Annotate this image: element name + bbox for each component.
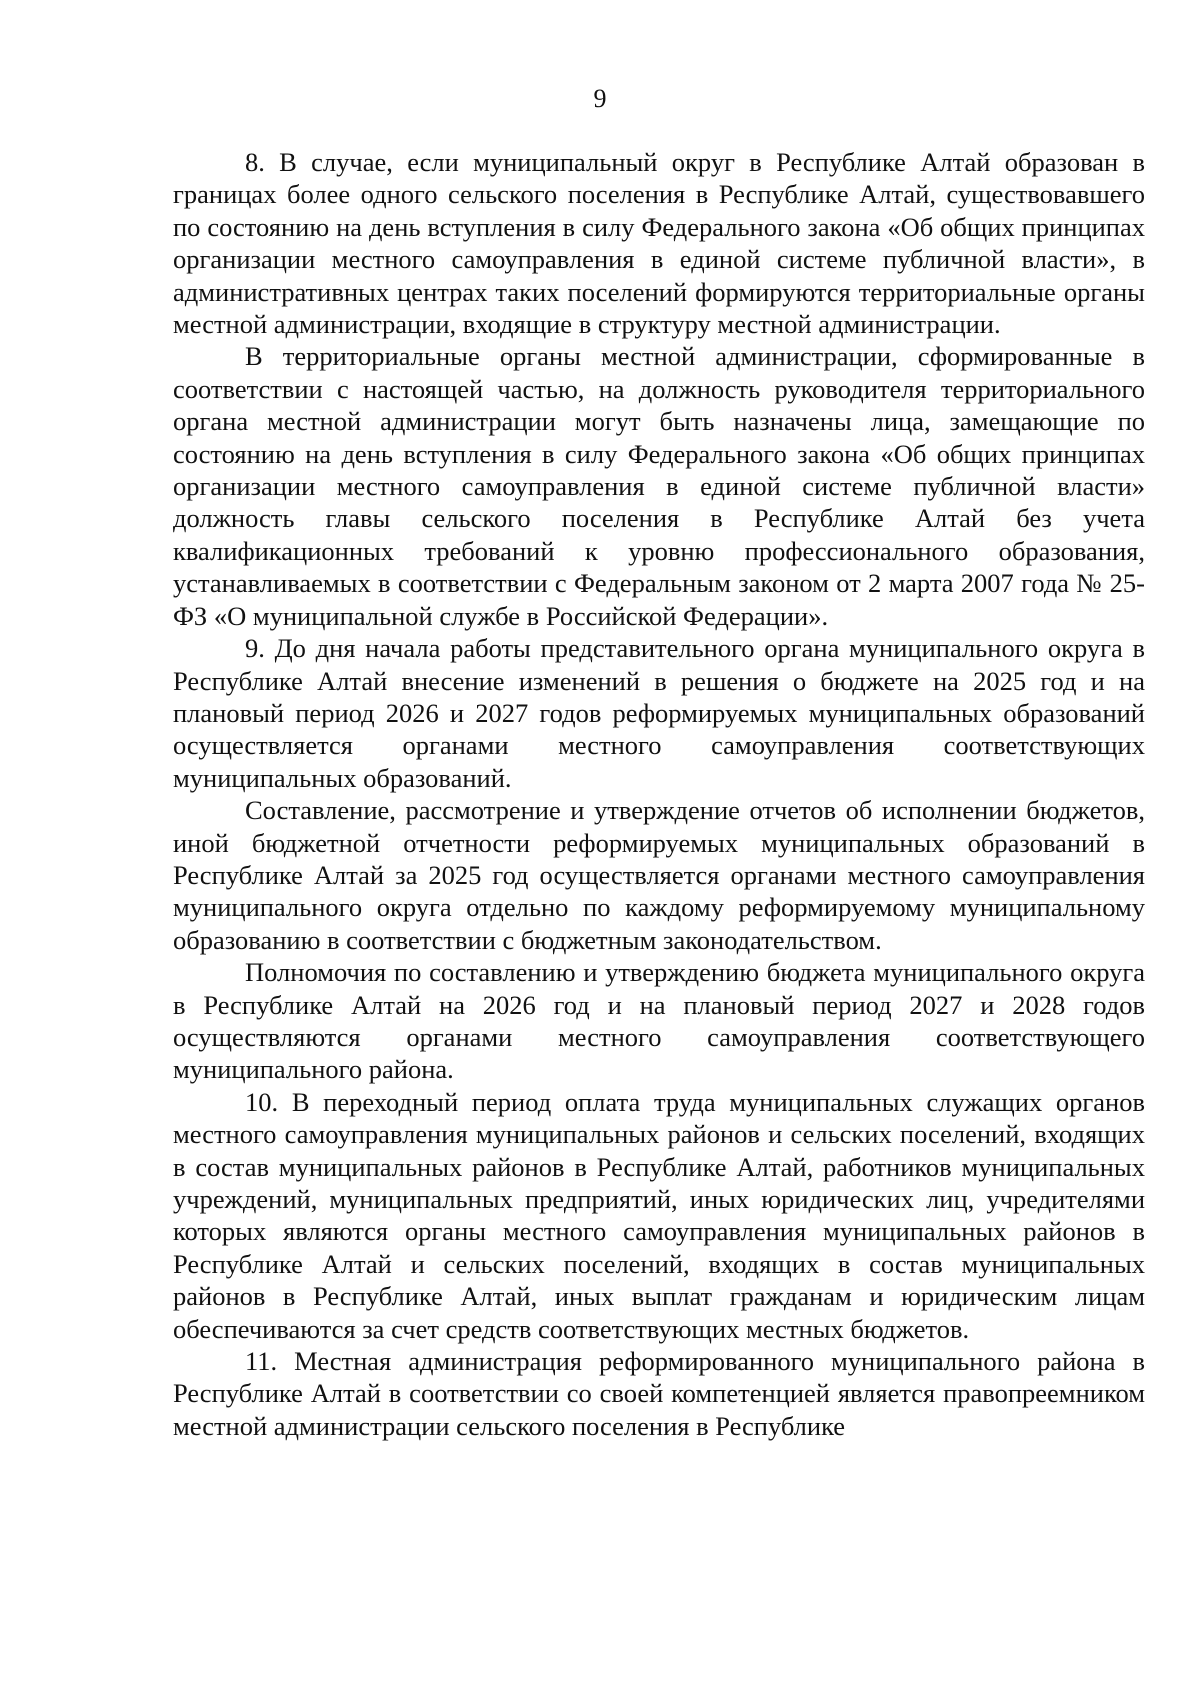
page-number: 9 <box>593 84 607 113</box>
paragraph-9-budget-powers: Полномочия по составлению и утверждению бюджета муниципального округа в Республике Алтай на 2026 год и на плановый период 2027 и 2028 годов осуществляются органами местного самоуправления соответствующего муниципального района. <box>173 957 1145 1085</box>
paragraph-11: 11. Местная администрация реформированного муниципального района в Республике Алтай в соответствии со своей компетенцией является правопреемником местной администрации сельского поселения в Республике <box>173 1346 1145 1441</box>
paragraph-8-territorial-heads: В территориальные органы местной администрации, сформированные в соответствии с настоящей частью, на должность руководителя территориального органа местной администрации могут быть назначены лица, замещающие по состоянию на день вступления в силу Федерального закона «Об общих принципах организации местного самоуправления в единой системе публичной власти» должность главы сельского поселения в Республике Алтай без учета квалификационных требований к уровню профессионального образования, устанавливаемых в соответствии с Федеральным законом от 2 марта 2007 года № 25-ФЗ «О муниципальной службе в Российской Федерации». <box>173 341 1145 631</box>
paragraph-8: 8. В случае, если муниципальный округ в Республике Алтай образован в границах более одного сельского поселения в Республике Алтай, существовавшего по состоянию на день вступления в силу Федерального закона «Об общих принципах организации местного самоуправления в единой системе публичной власти», в административных центрах таких поселений формируются территориальные органы местной администрации, входящие в структуру местной администрации. <box>173 147 1145 340</box>
document-body <box>173 146 1145 1442</box>
paragraph-10: 10. В переходный период оплата труда муниципальных служащих органов местного самоуправления муниципальных районов и сельских поселений, входящих в состав муниципальных районов в Республике Алтай, работников муниципальных учреждений, муниципальных предприятий, иных юридических лиц, учредителями которых являются органы местного самоуправления муниципальных районов в Республике Алтай и сельских поселений, входящих в состав муниципальных районов в Республике Алтай, иных выплат гражданам и юридическим лицам обеспечиваются за счет средств соответствующих местных бюджетов. <box>173 1086 1145 1344</box>
paragraph-9: 9. До дня начала работы представительного органа муниципального округа в Республике Алтай внесение изменений в решения о бюджете на 2025 год и на плановый период 2026 и 2027 годов реформируемых муниципальных образований осуществляется органами местного самоуправления соответствующих муниципальных образований. <box>173 633 1145 793</box>
paragraph-9-budget-reports: Составление, рассмотрение и утверждение отчетов об исполнении бюджетов, иной бюджетной отчетности реформируемых муниципальных образований в Республике Алтай за 2025 год осуществляется органами местного самоуправления муниципального округа отдельно по каждому реформируемому муниципальному образованию в соответствии с бюджетным законодательством. <box>173 795 1145 955</box>
